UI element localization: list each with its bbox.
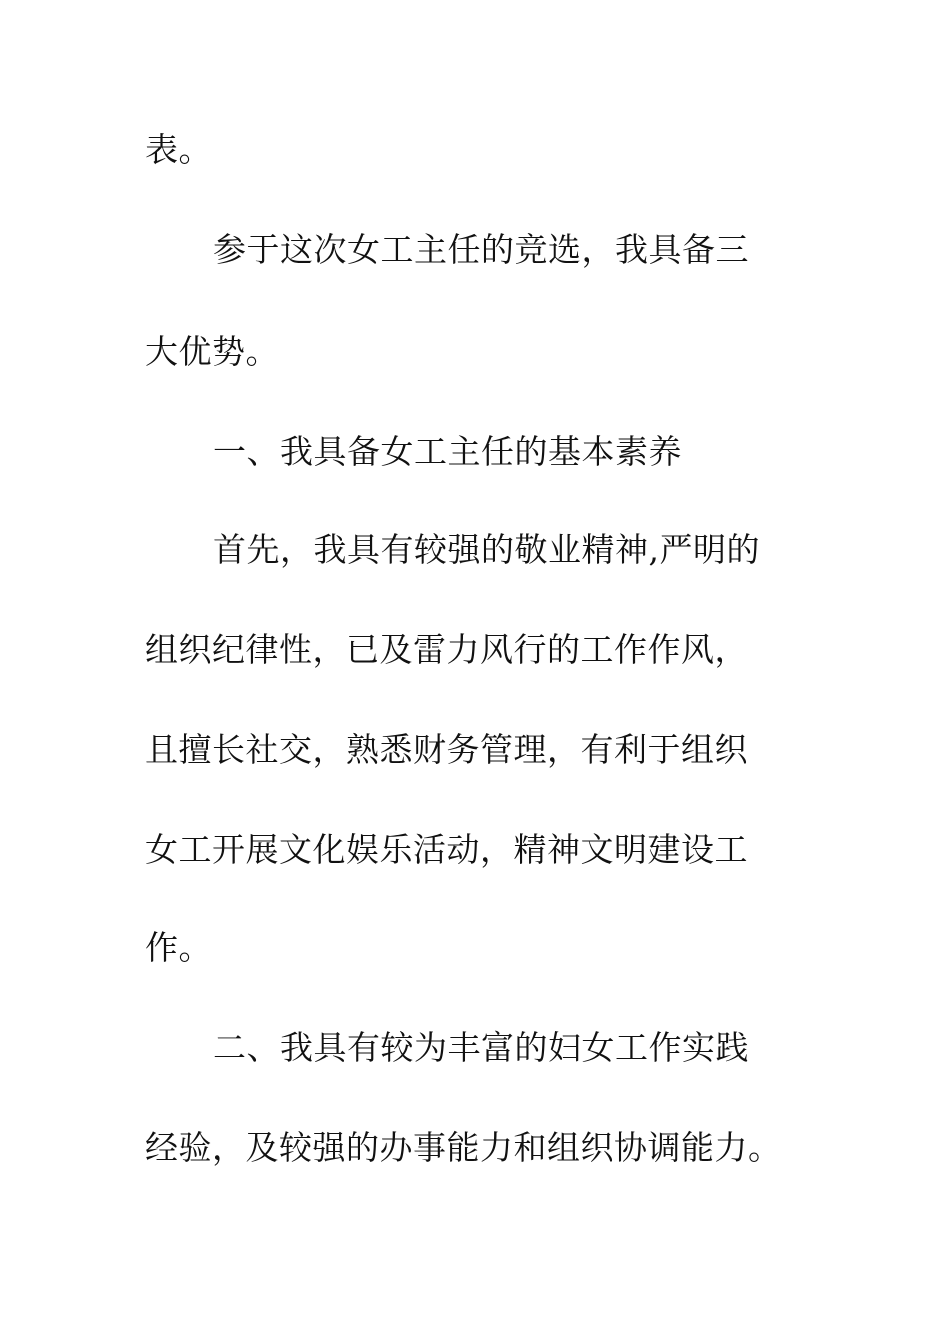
text-line: 组织纪律性，已及雷力风行的工作作风， [145,630,748,669]
text-line: 女工开展文化娱乐活动，精神文明建设工 [145,830,748,869]
text-line: 首先，我具有较强的敬业精神,严明的 [213,530,760,569]
section-heading: 一、我具备女工主任的基本素养 [213,432,682,471]
text-line: 表。 [145,130,212,169]
section-heading: 二、我具有较为丰富的妇女工作实践 [213,1028,749,1067]
text-line: 作。 [145,928,212,967]
text-line: 大优势。 [145,332,279,371]
text-line: 经验，及较强的办事能力和组织协调能力。 [145,1128,782,1167]
text-line: 且擅长社交，熟悉财务管理，有利于组织 [145,730,748,769]
text-line: 参于这次女工主任的竞选，我具备三 [213,230,749,269]
